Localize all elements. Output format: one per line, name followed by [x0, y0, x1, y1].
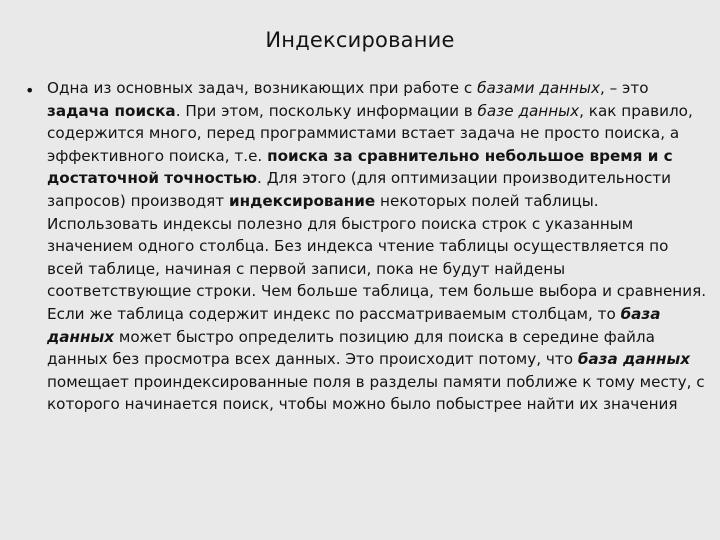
text-run: Одна из основных задач, возникающих при работе с [47, 79, 478, 97]
text-run-bold: индексирование [228, 191, 376, 210]
text-run-bold-italic: база данных [47, 304, 661, 346]
text-run: некоторых полей таблицы. Использовать индексы полезно для быстрого поиска строк с указанным значением одного столбца. Без индекса чтение таблицы осуществляется по всей таблице, начиная с первой записи, пока не будут найдены соответствующие строки. Чем больше таблица, тем больше выбора и сравнения. Если же таблица содержит индекс по рассматриваемым столбцам, то [47, 191, 707, 323]
text-run: . При этом, поскольку информации в [175, 101, 478, 120]
text-run-bold: поиска за сравнительно небольшое время и с достаточной точностью [47, 146, 673, 188]
text-run-bold-italic: база данных [577, 350, 691, 369]
slide-title: Индексирование [265, 28, 455, 52]
bullet-marker: • [25, 81, 35, 100]
text-run: , как правило, содержится много, перед программистами встает задача не просто поиска, а эффективного поиска, т.е. [47, 101, 693, 165]
text-run: , – это [599, 79, 649, 97]
text-run-bold: задача поиска [47, 101, 176, 120]
body-paragraph [47, 77, 709, 416]
text-run: может быстро определить позицию для поиска в середине файла данных без просмотра всех данных. Это происходит потому, что [47, 327, 655, 369]
text-run: помещает проиндексированные поля в разделы памяти поближе к тому месту, с которого начинается поиск, чтобы можно было побыстрее найти их значения [47, 372, 705, 414]
text-run-italic: базе данных [477, 101, 580, 120]
text-run-italic: базами данных [477, 79, 600, 97]
text-run: . Для этого (для оптимизации производительности запросов) производят [47, 169, 672, 210]
